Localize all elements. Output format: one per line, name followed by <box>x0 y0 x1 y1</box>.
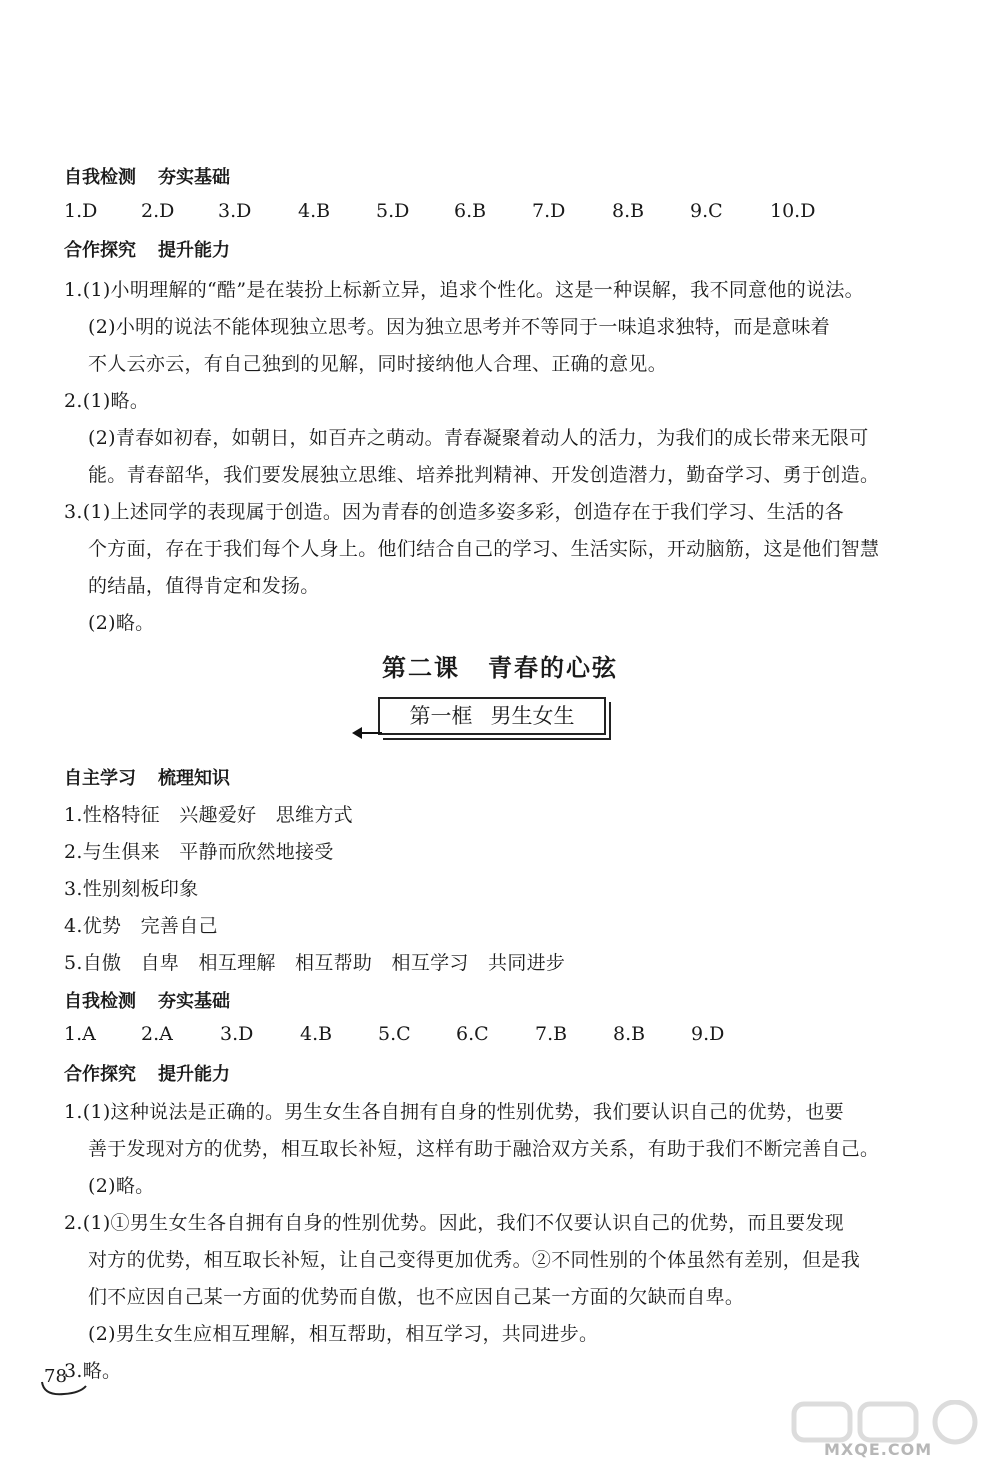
mc-answer: 8.B <box>612 200 645 222</box>
answer-line: (2)略。 <box>88 1175 155 1197</box>
mc-answer: 6.C <box>456 1023 489 1045</box>
mc-answer: 7.B <box>535 1023 568 1045</box>
study-line: 1.性格特征 兴趣爱好 思维方式 <box>64 804 353 826</box>
mc-answer: 1.A <box>64 1023 96 1045</box>
frame-title-box <box>378 697 606 735</box>
mc-answer: 5.D <box>376 200 410 222</box>
answer-line: 的结晶，值得肯定和发扬。 <box>88 575 320 597</box>
study-line: 3.性别刻板印象 <box>64 878 199 900</box>
mc-answer: 1.D <box>64 200 98 222</box>
heading-part: 提升能力 <box>158 240 230 261</box>
section-heading-self-study <box>64 764 230 790</box>
frame-number: 第一框 <box>409 704 473 728</box>
heading-part: 梳理知识 <box>158 768 230 789</box>
answer-line: 对方的优势，相互取长补短，让自己变得更加优秀。②不同性别的个体虽然有差别，但是我 <box>88 1249 861 1271</box>
answer-line: (2)略。 <box>88 612 155 634</box>
answer-line: 能。青春韶华，我们要发展独立思维、培养批判精神、开发创造潜力，勤奋学习、勇于创造。 <box>88 464 880 486</box>
heading-part: 自我检测 <box>64 991 136 1012</box>
mc-answer: 9.C <box>690 200 723 222</box>
answer-line: 善于发现对方的优势，相互取长补短，这样有助于融洽双方关系，有助于我们不断完善自己。 <box>88 1138 880 1160</box>
mc-answer: 7.D <box>532 200 566 222</box>
page-number-curve-icon <box>40 1380 88 1398</box>
answer-line: (2)男生女生应相互理解，相互帮助，相互学习，共同进步。 <box>88 1323 599 1345</box>
answer-line: 2.(1)①男生女生各自拥有自身的性别优势。因此，我们不仅要认识自己的优势，而且要发现 <box>64 1212 844 1234</box>
mc-answer: 6.B <box>454 200 487 222</box>
section-heading-self-check-2 <box>64 987 230 1013</box>
answer-line: 不人云亦云，有自己独到的见解，同时接纳他人合理、正确的意见。 <box>88 353 668 375</box>
mc-answer-row-1 <box>64 200 815 222</box>
answer-line: (2)小明的说法不能体现独立思考。因为独立思考并不等同于一味追求独特，而是意味着 <box>88 316 830 338</box>
answer-line: (2)青春如初春，如朝日，如百卉之萌动。青春凝聚着动人的活力，为我们的成长带来无限可 <box>88 427 869 449</box>
heading-part: 自我检测 <box>64 167 136 188</box>
lesson-number: 第二课 <box>382 653 460 682</box>
left-arrow-icon <box>352 726 382 740</box>
heading-part: 合作探究 <box>64 240 136 261</box>
heading-part: 合作探究 <box>64 1064 136 1085</box>
mc-answer: 4.B <box>300 1023 333 1045</box>
lesson-title <box>0 648 1000 683</box>
study-line: 5.自傲 自卑 相互理解 相互帮助 相互学习 共同进步 <box>64 952 566 974</box>
section-heading-cooperate-2 <box>64 1060 230 1086</box>
answer-line: 1.(1)小明理解的“酷”是在装扮上标新立异，追求个性化。这是一种误解，我不同意他的说法。 <box>64 279 864 301</box>
mc-answer: 3.D <box>220 1023 254 1045</box>
frame-name: 男生女生 <box>490 704 575 728</box>
answer-line: 2.(1)略。 <box>64 390 150 412</box>
answer-line: 们不应因自己某一方面的优势而自傲，也不应因自己某一方面的欠缺而自卑。 <box>88 1286 745 1308</box>
heading-part: 夯实基础 <box>158 167 230 188</box>
mc-answer: 4.B <box>298 200 331 222</box>
study-line: 4.优势 完善自己 <box>64 915 218 937</box>
answer-line: 1.(1)这种说法是正确的。男生女生各自拥有自身的性别优势，我们要认识自己的优势，也要 <box>64 1101 844 1123</box>
heading-part: 夯实基础 <box>158 991 230 1012</box>
page-number: 78 <box>44 1366 67 1387</box>
study-line: 2.与生俱来 平静而欣然地接受 <box>64 841 334 863</box>
mc-answer: 2.D <box>141 200 175 222</box>
heading-part: 提升能力 <box>158 1064 230 1085</box>
mc-answer: 5.C <box>378 1023 411 1045</box>
watermark-text: MXQE.COM <box>824 1440 933 1459</box>
mc-answer: 3.D <box>218 200 252 222</box>
mc-answer: 10.D <box>770 200 816 222</box>
answer-line: 个方面，存在于我们每个人身上。他们结合自己的学习、生活实际，开动脑筋，这是他们智慧 <box>88 538 880 560</box>
section-heading-cooperate-1 <box>64 236 230 262</box>
heading-part: 自主学习 <box>64 768 136 789</box>
lesson-name: 青春的心弦 <box>488 653 618 682</box>
mc-answer: 8.B <box>613 1023 646 1045</box>
section-heading-self-check-1 <box>64 163 230 189</box>
mc-answer: 2.A <box>141 1023 173 1045</box>
answer-line: 3.(1)上述同学的表现属于创造。因为青春的创造多姿多彩，创造存在于我们学习、生活的各 <box>64 501 844 523</box>
mc-answer: 9.D <box>691 1023 725 1045</box>
mc-answer-row-2 <box>64 1023 724 1045</box>
answer-line: 3.略。 <box>64 1360 122 1382</box>
